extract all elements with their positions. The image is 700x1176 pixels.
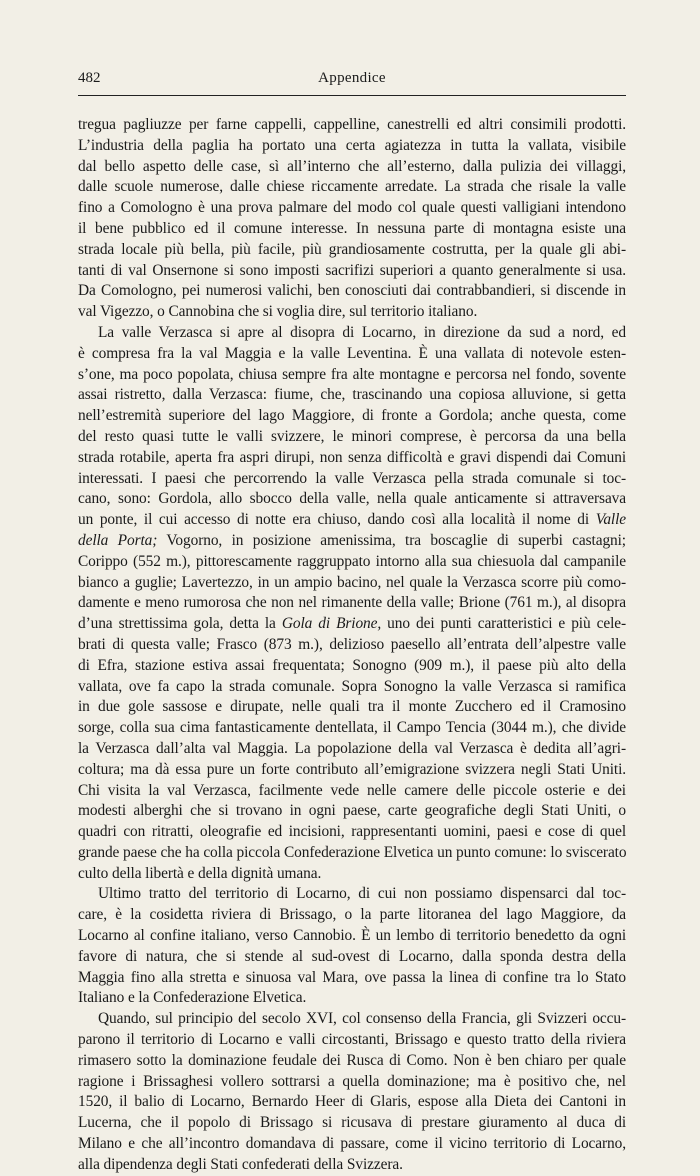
text-line: coltura; ma dà essa pure un forte contributo all’emigrazione svizzera negli Stati Uniti. — [78, 760, 626, 778]
text-line: Italiano e la Confederazione Elvetica. — [78, 989, 307, 1007]
text-line: modesti alberghi che si trovano in ogni paese, carte geografiche degli Stati Uniti, o — [78, 802, 626, 820]
text-line: s’one, ma poco popolata, chiusa sempre fra alte montagne e percorsa nel fondo, sovente — [78, 365, 626, 383]
text-line: dal bello aspetto delle case, sì all’interno che all’esterno, dalla pulizia dei villaggi, — [78, 157, 626, 175]
text-line: La valle Verzasca si apre al disopra di Locarno, in direzione da sud a nord, ed — [98, 323, 626, 341]
paragraph-4 — [78, 1009, 626, 1175]
text-line: parono il territorio di Locarno e valli circostanti, Brissago e questo tratto della riviera — [78, 1031, 626, 1049]
italic-place-name: Valle — [595, 511, 627, 529]
text-line: Ultimo tratto del territorio di Locarno, di cui non possiamo dispensarci dal toc- — [98, 885, 626, 903]
text-line: sorge, colla sua cima fantasticamente dentellata, il Campo Tencia (3044 m.), che divide — [78, 719, 626, 737]
page-number: 482 — [78, 70, 101, 86]
text-line: strada rotabile, aperta fra aspri dirupi, non senza difficoltà e gravi dispendi dai Comuni — [78, 448, 626, 466]
text-line: brati di questa valle; Frasco (873 m.), delizioso paesello all’entrata dell’alpestre valle — [78, 635, 626, 653]
text-line: Maggia fino alla stretta e sinuosa val Mara, ove passa la linea di confine tra lo Stato — [78, 968, 626, 986]
text-line — [78, 510, 626, 531]
body-text — [78, 115, 626, 1176]
text-line: fino a Comologno è una prova palmare del modo col quale questi valligiani intendono — [78, 199, 626, 217]
text-fragment: d’una strettissima gola, detta la — [78, 615, 276, 633]
text-line — [78, 614, 626, 635]
text-line: di Efra, stazione estiva assai frequentata; Sonogno (909 m.), il paese più alto della — [78, 656, 626, 674]
text-line — [78, 531, 626, 552]
italic-place-name: della Porta; — [78, 531, 158, 549]
text-line: bianco a guglie; Lavertezzo, in un ampio bacino, nel quale la Verzasca scorre più como- — [78, 573, 626, 591]
text-line: assai ristretto, dalla Verzasca: fiume, che, trascinando una copiosa alluvione, si getta — [78, 386, 626, 404]
text-line: interessati. I paesi che percorrendo la valle Verzasca pella strada comunale si toc- — [78, 469, 626, 487]
text-line: vallata, ove fa capo la strada comunale. Sopra Sonogno la valle Verzasca si ramifica — [78, 677, 626, 695]
text-line: in due gole sassose e dirupate, nelle quali tra il monte Zucchero ed il Cramosino — [78, 698, 626, 716]
text-line: Corippo (552 m.), pittorescamente raggruppato intorno alla sua chiesuola dal campanile — [78, 552, 626, 570]
text-line: strada locale più bella, più facile, più grandiosamente costrutta, per la quale gli abi- — [78, 240, 626, 258]
text-line: cano, sono: Gordola, allo sbocco della valle, nella quale anticamente si attraversava — [78, 490, 626, 508]
text-line: ragione i Brissaghesi vollero sottrarsi a quella dominazione; ma è positivo che, nel — [78, 1072, 626, 1090]
text-line: favore di natura, che si stende al sud-ovest di Locarno, dalla sponda destra della — [78, 947, 626, 965]
text-line: rimasero sotto la dominazione feudale dei Rusca di Como. Non è ben chiaro per quale — [78, 1051, 626, 1069]
text-line: la Verzasca dall’alta val Maggia. La popolazione della val Verzasca è dedita all’agri- — [78, 739, 626, 757]
text-fragment: Vogorno, in posizione amenissima, tra boscaglie di superbi castagni; — [157, 531, 626, 549]
text-line: care, è la cosidetta riviera di Brissago, o la parte litoranea del lago Maggiore, da — [78, 906, 626, 924]
text-line: val Vigezzo, o Cannobina che si voglia dire, sul territorio italiano. — [78, 303, 478, 321]
text-line: Lucerna, che il popolo di Brissago si ricusava di prestare giuramento al duca di — [78, 1114, 626, 1132]
text-fragment: uno dei punti caratteristici e più cele- — [381, 615, 626, 633]
text-line: 1520, il balio di Locarno, Bernardo Heer di Glaris, espose alla Dieta dei Cantoni in — [78, 1093, 626, 1111]
page-header — [78, 70, 626, 92]
text-line: damente e meno rumorosa che non nel rimanente della valle; Brione (761 m.), al disopra — [78, 594, 626, 612]
text-line: Chi visita la val Verzasca, facilmente vede nelle camere delle piccole osterie e dei — [78, 781, 626, 799]
text-line: Quando, sul principio del secolo XVI, col consenso della Francia, gli Svizzeri occu- — [98, 1010, 626, 1028]
text-fragment: un ponte, il cui accesso di notte era chiuso, dando così alla località il nome di — [78, 511, 590, 529]
text-line: il bene pubblico ed il comune interesse. In nessuna parte di montagna esiste una — [78, 219, 626, 237]
text-line: Da Comologno, pei numerosi valichi, ben conosciuti dai contrabbandieri, si discende in — [78, 282, 626, 300]
text-line: quadri con ritratti, oleografie ed incisioni, rappresentanti uomini, paesi e cose di quel — [78, 823, 626, 841]
text-line: Milano e che all’incontro domandava di passare, come il vicino territorio di Locarno, — [78, 1135, 626, 1153]
text-line: tregua pagliuzze per farne cappelli, cappelline, canestrelli ed altri consimili prodotti. — [78, 116, 626, 133]
paragraph-1 — [78, 115, 626, 323]
text-line: Locarno al confine italiano, verso Cannobio. È un lembo di territorio benedetto da ogni — [78, 927, 626, 945]
text-line: L’industria della paglia ha portato una certa agiatezza in tutta la vallata, visibile — [78, 136, 626, 154]
text-line: è compresa fra la val Maggia e la valle Leventina. È una vallata di notevole esten- — [78, 344, 626, 362]
paragraph-2 — [78, 323, 626, 885]
text-line: dalle scuole numerose, dalle chiese riccamente arredate. La strada che risale la valle — [78, 178, 626, 196]
text-line: tanti di val Onsernone si sono imposti sacrifizi superiori a quanto generalmente si usa. — [78, 261, 626, 279]
italic-place-name: Gola di Brione, — [281, 615, 382, 633]
text-line: culto della libertà e della dignità umana. — [78, 864, 322, 882]
text-line: grande paese che ha colla piccola Confederazione Elvetica un punto comune: lo sviscerato — [78, 843, 627, 861]
text-line: nell’estremità superiore del lago Maggiore, di fronte a Gordola; anche questa, come — [78, 407, 626, 425]
header-rule — [78, 95, 626, 96]
running-head: Appendice — [318, 70, 386, 86]
text-line: alla dipendenza degli Stati confederati della Svizzera. — [78, 1155, 403, 1173]
paragraph-3 — [78, 884, 626, 1009]
text-line: del resto quasi tutte le valli svizzere, le minori comprese, è percorsa da una bella — [78, 427, 626, 445]
